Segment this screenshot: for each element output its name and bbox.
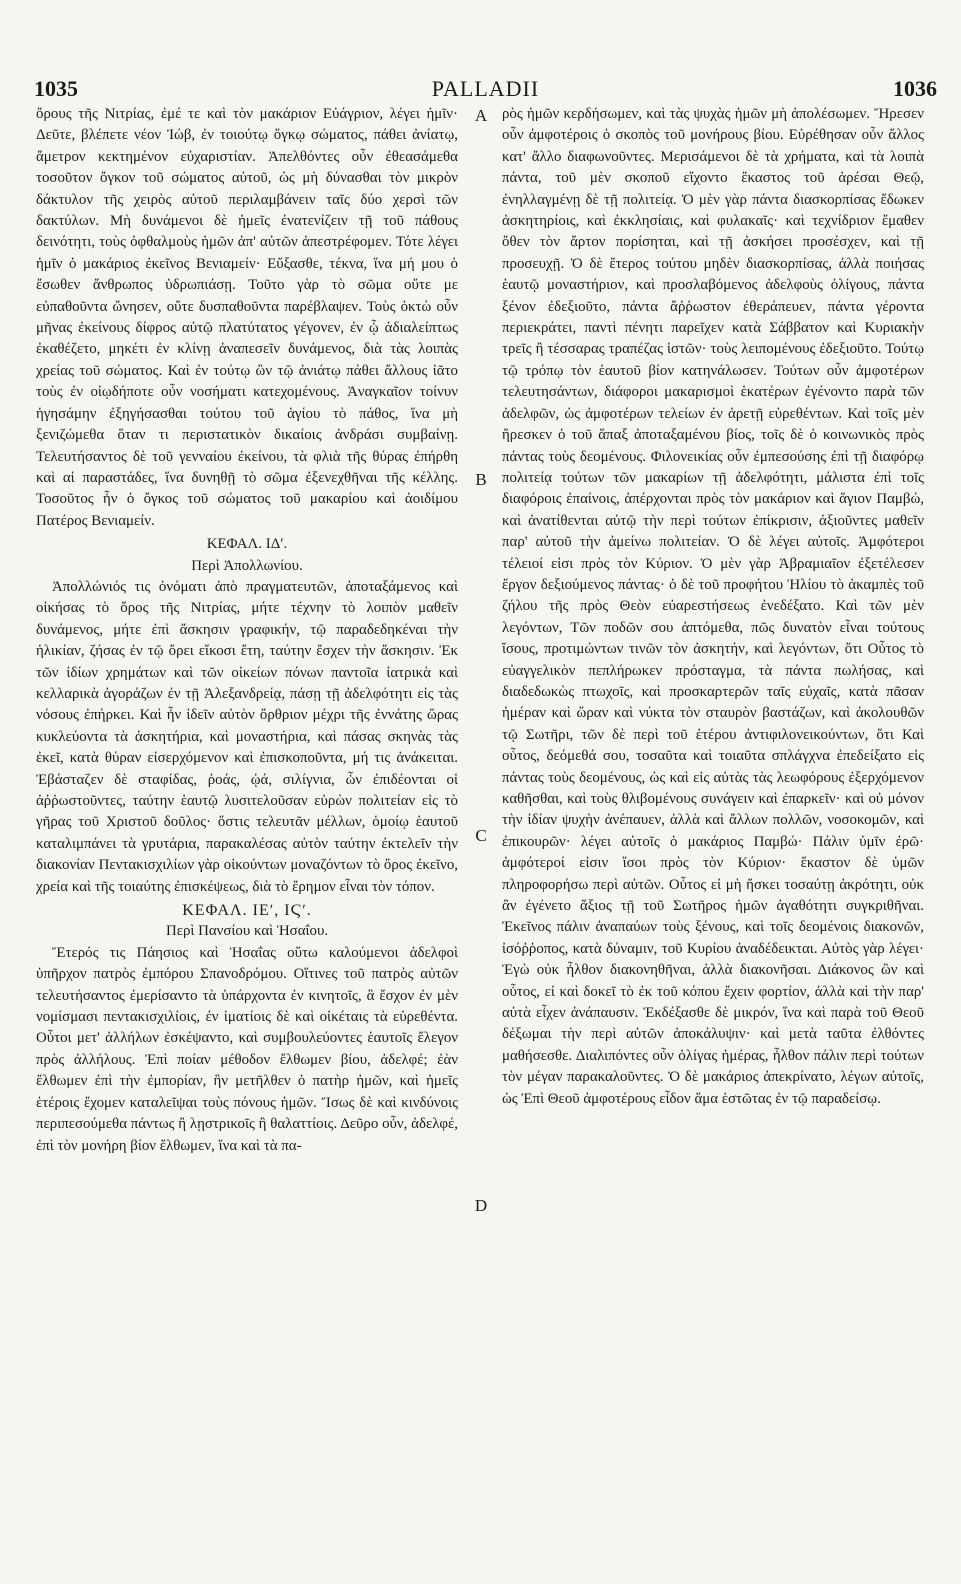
right-column-paragraph: ρὸς ἡμῶν κερδήσωμεν, καὶ τὰς ψυχὰς ἡμῶν μὴ ἀπολέσωμεν. Ἤρεσεν οὖν ἀμφοτέροις ὁ σκοπὸς τοῦ μονήρους βίου. Εὑρέθησαν οὖν ἄλλος κατ' ἄλλο διαφωνοῦντες. Μερισάμενοι δὲ τὰ χρήματα, καὶ τὰ λοιπὰ πάντα, τοῦ μὲν σκοποῦ εἴχοντο ἕκαστος τοῦ ἀρέσαι Θεῷ, ἐνηλλαγμένῃ δὲ τῇ πολιτείᾳ. Ὁ μὲν γὰρ πάντα διασκορπίσας ἔδωκεν ἀσκητηρίοις, καὶ ἐκκλησίαις, καὶ φυλακαῖς· καὶ τεχνίδριον ἔμαθεν ὅθεν τὸν ἄρτον πορίσηται, καὶ τῇ ἀσκήσει προσέσχεν, καὶ τῇ προσευχῇ. Ὁ δὲ ἕτερος τούτου μηδὲν διασκορπίσας, ἀλλὰ ποιήσας ἑαυτῷ μοναστήριον, καὶ προσλαβόμενος ἀδελφοὺς ὀλίγους, πάντα ξένον ἐδεξιοῦτο, πάντα ἄῤῥωστον ἐθεράπευεν, πάντα γέροντα περιεκράτει, παντὶ πένητι παρεῖχεν κατὰ Σάββατον καὶ Κυριακὴν τρεῖς ἢ τέσσαρας τραπέζας ἱστῶν· τοὺς λειπομένους ἐδεξιοῦτο. Τούτῳ τῷ τρόπῳ τὸν ἑαυτοῦ βίον κατηνάλωσεν. Τούτων οὖν ἀμφοτέρων τελευτησάντων, διάφοροι μακαρισμοὶ ἑκατέρων ἐγένοντο παρὰ τῶν ἀδελφῶν, ὡς ἀμφοτέρων τελείων ἐν ἀρετῇ εὑρεθέντων. Καὶ τοῖς μὲν ἤρεσκεν ὁ τοῦ ἅπαξ ἀποταξαμένου βίος, τοῖς δὲ ὁ κοινωνικὸς πρὸς πάντας τοὺς δεομένους. Φιλονεικίας οὖν ἐμπεσούσης ἐπὶ τῇ διαφόρῳ πολιτείᾳ τούτων τῶν μακαρίων τῇ ἀδελφότητι, μάλιστα ἐπὶ τοῖς διαφόροις ἐπαίνοις, ἀπέρχονται πρὸς τὸν μακάριον καὶ ἅγιον Παμβώ, καὶ ἀνατίθενται αὐτῷ τὴν περὶ τούτων ἐπίκρισιν, ἀξιοῦντες μαθεῖν παρ' αὐτοῦ τὴν ἀμείνω πολιτείαν. Ὁ δὲ λέγει αὐτοῖς. Ἀμφότεροι τέλειοί εἰσι πρὸς τὸν Κύριον. Ὁ μὲν γὰρ Ἀβραμιαῖον ἐξετέλεσεν ἔργον δεξιούμενος πάντας· ὁ δὲ τοῦ προφήτου Ἡλίου τὸ ἀκαμπὲς τοῦ ζήλου τῆς πρὸς Θεὸν εὐαρεστήσεως ἐνεδέξατο. Καὶ τῶν μὲν λεγόντων, Τῶν ποδῶν σου ἁπτόμεθα, πῶς δυνατὸν εἶναι τούτους ἴσους, προτιμώντων τινῶν τὸν ἀσκητήν, καὶ λεγόντων, ὅτι Οὗτος τὸ εὐαγγελικὸν πεπλήρωκεν πρόσταγμα, τὰ πάντα πωλήσας, καὶ διαδεδωκὼς πτωχοῖς, καὶ προσκαρτερῶν ταῖς εὐχαῖς, κατὰ πᾶσαν ἡμέραν καὶ ὥραν καὶ νύκτα τὸν σταυρὸν βαστάζων, καὶ ἀκολουθῶν τῷ Σωτῆρι, τῶν δὲ περὶ τοῦ ἑτέρου ἀντιφιλονεικούντων, ὅτι Καὶ οὗτος, δεόμεθά σου, τοσαῦτα καὶ τοιαῦτα σπλάγχνα ἐπεδείξατο εἰς πάντας τοὺς δεομένους, ὡς καὶ εἰς αὐτὰς τὰς λεωφόρους ἐξερχόμενον καθῆσθαι, καὶ τοὺς θλιβομένους συνάγειν καὶ ἐπαρκεῖν· καὶ οὐ μόνον τὴν ἰδίαν ψυχὴν ἀνέπαυεν, ἀλλὰ καὶ ἄλλων πολλῶν, νοσοκομῶν, καὶ ἐπικουρῶν· λέγει αὐτοῖς ὁ μακάριος Παμβώ· Πάλιν ὑμῖν ἐρῶ· ἀμφότεροί εἰσιν ἴσοι πρὸς τὸν Κύριον· ἕκαστον δὲ ὑμῶν πληροφορήσω περὶ αὐτῶν. Οὗτος εἰ μὴ ἤσκει τοσαύτῃ ἀκρότητι, οὐκ ἂν ἐγένετο ἄξιος τῇ τοῦ Σωτῆρος ἡμῶν ἀγαθότητι συγκριθῆναι. Ἐκεῖνος πάλιν ἀναπαύων τοὺς ξένους, καὶ τοῖς δεομένοις διακονῶν, ἰσόῤῥοπος, κατὰ δύναμιν, τοῦ Κυρίου ἀναδέδεικται. Αὐτὸς γὰρ λέγει· Ἐγὼ οὐκ ἦλθον διακονηθῆναι, ἀλλὰ διακονῆσαι. Διάκονος ὢν καὶ οὗτος, εἰ καὶ δοκεῖ τὸ ἐκ τοῦ κόπου ἔχειν φορτίον, ἀλλὰ καὶ τὴν παρ' αὐτὰ εἶχεν ἀνάπαυσιν. Ἐκδέξασθε δὲ μικρόν, ἵνα καὶ παρὰ τοῦ Θεοῦ δέξωμαι τὴν περὶ αὐτῶν ἀποκάλυψιν· καὶ μετὰ ταῦτα ἐλθόντες μαθήσεσθε. Διαλιπόντες οὖν ὀλίγας ἡμέρας, ἦλθον πάλιν περὶ τούτων τὸν μέγαν παρακαλοῦντες. Ὁ δὲ μακάριος ἀπεκρίνατο, λέγων αὐτοῖς, ὡς Ἐπὶ Θεοῦ ἀμφοτέρους εἶδον ἅμα ἑστῶτας ἐν τῷ παραδείσῳ. bbox=[502, 106, 924, 1107]
margin-marker-d: D bbox=[474, 1196, 488, 1215]
chapter-14-title: Περὶ Ἀπολλωνίου. bbox=[191, 557, 303, 574]
right-page-number: 1036 bbox=[893, 76, 937, 101]
chapter-15-title: Περὶ Πανσίου καὶ Ἡσαΐου. bbox=[165, 923, 329, 940]
left-column-continuation-paragraph: ὄρους τῆς Νιτρίας, ἐμέ τε καὶ τὸν μακάριον Εὐάγριον, λέγει ἡμῖν· Δεῦτε, βλέπετε νέον Ἰώβ, ἐν τοιούτῳ ὄγκῳ σώματος, πάθει ἀνίατῳ, ἄμετρον κεκτημένον εὐχαριστίαν. Ἀπελθόντες οὖν ἐθεασάμεθα τοσοῦτον ὄγκον τοῦ σώματος αὐτοῦ, ὡς μὴ δύνασθαι τὸν μικρὸν δάκτυλον τῆς χειρὸς αὐτοῦ περιλαμβάνειν ταῖς δύο χερσὶ τῶν δακτύλων. Μὴ δυνάμενοι δὲ ἡμεῖς ἐνατενίζειν τῇ τοῦ πάθους δεινότητι, τοὺς ὀφθαλμοὺς ἡμῶν ἀπ' αὐτῶν ἀπεστρέφομεν. Τότε λέγει ἡμῖν ὁ μακάριος ἐκεῖνος Βενιαμείν· Εὔξασθε, τέκνα, ἵνα μή μου ὁ ἔσωθεν ἄνθρωπος ὑδρωπιάσῃ. Τοῦτο γὰρ τὸ σῶμα οὔτε με εὐπαθοῦντα ὤνησεν, οὔτε δυσπαθοῦντα παρέβλαψεν. Τοὺς ὀκτὼ οὖν μῆνας ἐκείνους δίφρος αὐτῷ πλατύτατος γέγονεν, ἐν ᾧ ἀδιαλείπτως ἐκαθέζετο, μηκέτι ἐν κλίνῃ ἀναπεσεῖν δυνάμενος, διὰ τὰς λοιπὰς χρείας τοῦ σώματος. Καὶ ἐν τούτῳ ὢν τῷ ἀνιάτῳ πάθει ἄλλους ἰᾶτο τοὺς ἐν οἱῳδήποτε οὖν νοσήματι κατεχομένους. Ἀναγκαῖον τοίνυν ἡγησάμην ἐξηγήσασθαι τούτου τοῦ ἁγίου τὸ πάθος, ἵνα μὴ ξενιζώμεθα ὅταν τι περιστατικὸν δικαίοις ἀνδράσι συμβαίνῃ. Τελευτήσαντος δὲ τοῦ γενναίου ἐκείνου, τὰ φλιὰ τῆς θύρας ἐπήρθη καὶ αἱ παραστάδες, ἵνα δυνηθῇ τὸ σῶμα ἐξενεχθῆναι τῆς κέλλης. Τοσοῦτος ἦν ὁ ὄγκος τοῦ σώματος τοῦ μακαρίου καὶ ἀοιδίμου Πατέρος Βενιαμείν. bbox=[36, 106, 458, 529]
left-page-number: 1035 bbox=[34, 76, 78, 101]
running-title: PALLADII bbox=[431, 76, 540, 101]
left-column bbox=[36, 104, 458, 1574]
chapter-15-paragraph: Ἕτερός τις Πάησιος καὶ Ἡσαΐας οὕτω καλούμενοι ἀδελφοὶ ὑπῆρχον πατρὸς ἐμπόρου Σπανοδρόμου. Οἵτινες τοῦ πατρὸς αὐτῶν τελευτήσαντος ἐμερίσαντο τὰ ὑπάρχοντα ἐν κινητοῖς, ἃ ἔσχον ἐν μὲν νομίσμασι πεντακισχιλίοις, ἐν ἱματίοις δὲ καὶ οἰκέταις τὰ εὑρεθέντα. Οὗτοι μετ' ἀλλήλων ἐσκέψαντο, καὶ συμβουλεύοντες ἑαυτοῖς ἔλεγον πρὸς ἀλλήλους. Ἐπὶ ποίαν μέθοδον ἔλθωμεν βίου, ἀδελφέ; ἐὰν ἔλθωμεν ἐπὶ τὴν ἐμπορίαν, ἣν μετῆλθεν ὁ πατὴρ ἡμῶν, καὶ ἡμεῖς ἑτέροις ἔχομεν καταλεῖψαι τοὺς πόνους ἡμῶν. Ἴσως δὲ καὶ κινδύνοις περιπεσούμεθα πάντως ἢ λῃστρικοῖς ἢ θαλαττίοις. Δεῦρο οὖν, ἀδελφέ, ἐπὶ τὸν μονήρη βίον ἔλθωμεν, ἵνα καὶ τὰ πα- bbox=[36, 944, 458, 1154]
margin-marker-c: C bbox=[475, 826, 487, 845]
right-column bbox=[502, 104, 924, 1574]
margin-marker-a: A bbox=[474, 106, 488, 125]
chapter-14-paragraph: Ἀπολλώνιός τις ὀνόματι ἀπὸ πραγματευτῶν, ἀποταξάμενος καὶ οἰκήσας τὸ ὄρος τῆς Νιτρίας, μήτε τέχνην τὸ λοιπὸν μαθεῖν δυνάμενος, μήτε ἐπὶ ἄσκησιν γραφικήν, τῷ παραδεδηκέναι τὴν ἡλικίαν, ζήσας ἐν τῷ ὄρει εἴκοσι ἔτη, ταύτην ἔσχεν τὴν ἄσκησιν. Ἐκ τῶν ἰδίων χρημάτων καὶ τῶν οἰκείων πόνων παντοῖα ἰατρικὰ καὶ κελλαρικὰ ἀγοράζων ἐν τῇ Ἀλεξανδρείᾳ, πάσῃ τῇ ἀδελφότητι εἰς τὰς νόσους ἐπήρκει. Καὶ ἦν ἰδεῖν αὐτὸν ὄρθριον μέχρι τῆς ἐννάτης ὥρας κυκλεύοντα τὰ ἀσκητήρια, καὶ μοναστήρια, καὶ πάσας σκηνὰς τὰς ἐκεῖ, κατὰ θύραν εἰσερχόμενον καὶ ἐπισκοποῦντα, μή τις ἀνάκειται. Ἐβάσταζεν δὲ σταφίδας, ῥοάς, ᾠά, σιλίγνια, ὧν ἐπιδέονται οἱ ἀῤῥωστοῦντες, ταύτην ἑαυτῷ λυσιτελοῦσαν εὑρὼν πολιτείαν εἰς τὸ γῆρας τοῦ Χριστοῦ δοῦλος· ὅστις τελευτᾶν μέλλων, ὁμοίῳ ἑαυτοῦ καταλιμπάνει τὰ γρυτάρια, παρακαλέσας αὐτὸν ταύτην ἐκτελεῖν τὴν διακονίαν Πεντακισχιλίων γὰρ οἰκούντων μοναζόντων τὸ ὄρος ἐκεῖνο, χρεία καὶ τῆς τοιαύτης ἐπισκέψεως, διὰ τὸ ἔρημον εἶναι τὸν τόπον. bbox=[36, 578, 458, 895]
margin-marker-b: B bbox=[475, 470, 487, 489]
chapter-14-heading: ΚΕΦΑΛ. ΙΔʹ. bbox=[206, 536, 288, 553]
running-header bbox=[34, 76, 937, 100]
chapter-15-heading: ΚΕΦΑΛ. ΙΕʹ, ΙϚʹ. bbox=[182, 902, 312, 920]
